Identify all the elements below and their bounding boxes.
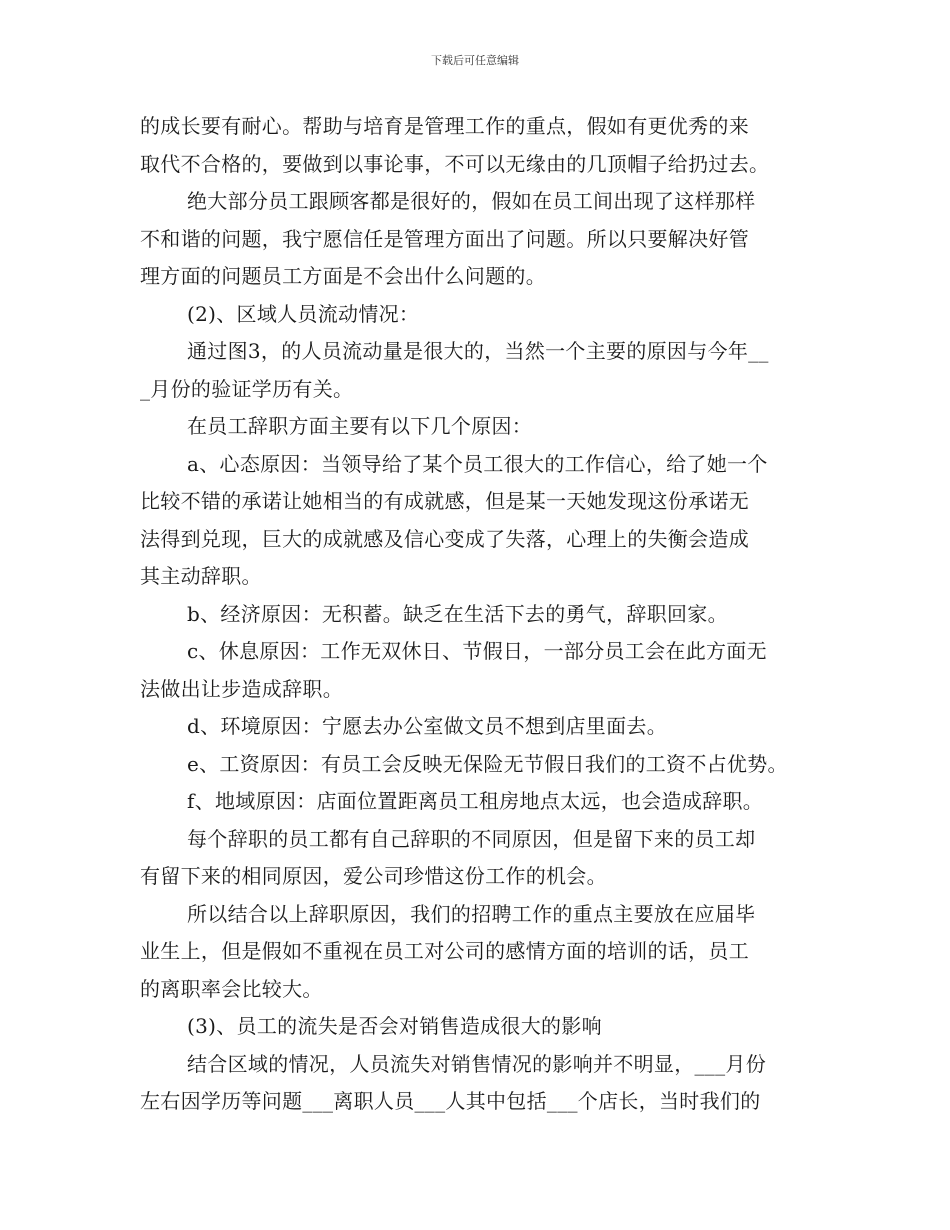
text-line: 有留下来的相同原因，爱公司珍惜这份工作的机会。: [140, 864, 607, 888]
text-line: 左右因学历等问题___离职人员___人其中包括___个店长，当时我们的: [140, 1089, 761, 1113]
text-line: 法做出让步造成辞职。: [140, 676, 343, 701]
text-line: 比较不错的承诺让她相当的有成就感，但是某一天她发现这份承诺无: [140, 489, 749, 513]
text-line: 绝大部分员工跟顾客都是很好的，假如在员工间出现了这样那样: [187, 189, 756, 213]
text-line: 的成长要有耐心。帮助与培育是管理工作的重点，假如有更优秀的来: [140, 114, 749, 138]
text-line: 业生上，但是假如不重视在员工对公司的感情方面的培训的话，员工: [140, 939, 749, 963]
text-line: d、环境原因：宁愿去办公室做文员不想到店里面去。: [187, 714, 668, 738]
text-line: (2)、区域人员流动情况：: [187, 301, 420, 326]
text-line: 结合区域的情况，人员流失对销售情况的影响并不明显，___月份: [187, 1051, 766, 1076]
text-line: 不和谐的问题，我宁愿信任是管理方面出了问题。所以只要解决好管: [140, 226, 749, 251]
text-line: 在员工辞职方面主要有以下几个原因：: [187, 414, 533, 438]
text-line: 所以结合以上辞职原因，我们的招聘工作的重点主要放在应届毕: [187, 901, 756, 926]
text-line: b、经济原因：无积蓄。缺乏在生活下去的勇气，辞职回家。: [187, 601, 728, 626]
text-line: 每个辞职的员工都有自己辞职的不同原因，但是留下来的员工却: [187, 826, 756, 851]
text-line: _月份的验证学历有关。: [140, 376, 354, 401]
text-line: a、心态原因：当领导给了某个员工很大的工作信心，给了她一个: [187, 451, 768, 476]
page-header: 下载后可任意编辑: [431, 54, 519, 67]
text-line: 其主动辞职。: [140, 564, 262, 588]
text-line: (3)、员工的流失是否会对销售造成很大的影响: [187, 1014, 602, 1038]
text-line: 法得到兑现，巨大的成就感及信心变成了失落，心理上的失衡会造成: [140, 526, 749, 551]
text-line: 理方面的问题员工方面是不会出什么问题的。: [140, 264, 546, 288]
text-line: e、工资原因：有员工会反映无保险无节假日我们的工资不占优势。: [187, 751, 788, 776]
text-line: f、地域原因：店面位置距离员工租房地点太远，也会造成辞职。: [187, 789, 764, 813]
document-body: [140, 108, 820, 1121]
text-line: 通过图3，的人员流动量是很大的，当然一个主要的原因与今年__: [187, 339, 769, 363]
text-line: c、休息原因：工作无双休日、节假日，一部分员工会在此方面无: [187, 639, 767, 663]
text-line: 取代不合格的，要做到以事论事，不可以无缘由的几顶帽子给扔过去。: [140, 151, 770, 176]
text-line: 的离职率会比较大。: [140, 976, 323, 1001]
